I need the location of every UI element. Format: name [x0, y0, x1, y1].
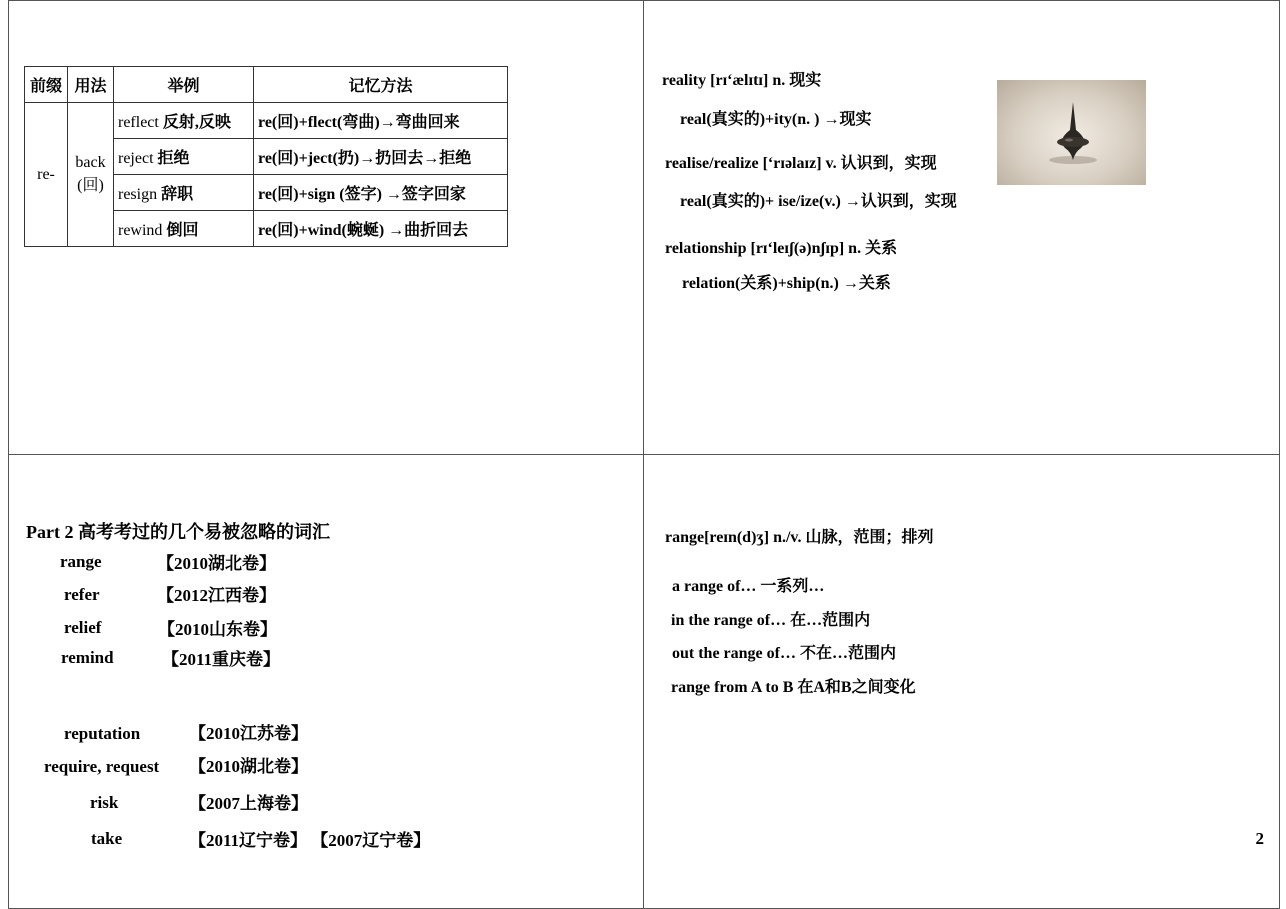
table-row: [25, 103, 508, 139]
example-meaning: 辞职: [157, 186, 194, 203]
word-relief: relief: [64, 618, 102, 637]
usage-line2: (回): [77, 177, 104, 194]
exam-require-request: 【2010湖北卷】: [189, 757, 308, 776]
word-range: range: [60, 552, 102, 571]
example-cell: [114, 175, 254, 211]
header-example: 举例: [114, 67, 254, 103]
phrase-item: in the range of… 在…范围内: [671, 612, 871, 629]
phrase-item: out the range of… 不在…范围内: [672, 645, 896, 662]
page-number: 2: [1255, 829, 1264, 848]
exam-take: 【2011辽宁卷】 【2007辽宁卷】: [189, 831, 431, 850]
slide-range-phrases: [643, 454, 1280, 909]
memory-cell: re(回)+sign (签字) →签字回家: [254, 175, 508, 211]
exam-remind: 【2011重庆卷】: [162, 650, 281, 669]
phrase-item: range from A to B 在A和B之间变化: [671, 679, 916, 696]
example-word: resign: [118, 186, 158, 203]
table-header-row: [25, 67, 508, 103]
exam-range: 【2010湖北卷】: [157, 554, 276, 573]
header-usage: 用法: [68, 67, 114, 103]
reality-entry: reality [rɪ‘ælɪtɪ] n. 现实: [662, 72, 822, 89]
reality-derivation: real(真实的)+ity(n. ) →现实: [680, 111, 872, 128]
example-meaning: 倒回: [162, 222, 199, 239]
usage-line1: back: [75, 154, 106, 171]
word-risk: risk: [90, 793, 119, 812]
slide-prefix-table: [8, 0, 644, 455]
example-cell: [114, 139, 254, 175]
usage-cell: [68, 103, 114, 247]
word-refer: refer: [64, 585, 100, 604]
range-heading: range[reɪn(d)ʒ] n./v. 山脉，范围；排列: [665, 529, 934, 546]
header-prefix: 前缀: [25, 67, 68, 103]
slide-title: Part 2 高考考过的几个易被忽略的词汇: [26, 522, 330, 542]
example-word: rewind: [118, 222, 163, 239]
example-word: reflect: [118, 114, 159, 131]
example-word: reject: [118, 150, 154, 167]
slide-word-derivations: [643, 0, 1280, 455]
prefix-cell: re-: [25, 103, 68, 247]
example-cell: [114, 211, 254, 247]
exam-reputation: 【2010江苏卷】: [189, 724, 308, 743]
example-meaning: 拒绝: [153, 150, 190, 167]
slide-exam-words: [8, 454, 644, 909]
exam-risk: 【2007上海卷】: [189, 794, 308, 813]
relationship-entry: relationship [rɪ‘leɪʃ(ə)nʃɪp] n. 关系: [665, 240, 898, 257]
word-require-request: require, request: [44, 757, 160, 776]
memory-cell: re(回)+ject(扔)→扔回去→拒绝: [254, 139, 508, 175]
word-remind: remind: [61, 648, 114, 667]
memory-cell: re(回)+wind(蜿蜒) →曲折回去: [254, 211, 508, 247]
spinning-top-icon: [997, 80, 1146, 185]
realize-derivation: real(真实的)+ ise/ize(v.) →认识到，实现: [680, 193, 957, 210]
realize-entry: realise/realize [‘rɪəlaɪz] v. 认识到，实现: [665, 155, 937, 172]
exam-relief: 【2010山东卷】: [158, 620, 277, 639]
word-reputation: reputation: [64, 724, 141, 743]
example-meaning: 反射,反映: [162, 114, 231, 131]
word-take: take: [91, 829, 123, 848]
phrase-item: a range of… 一系列…: [672, 578, 825, 595]
header-memory: 记忆方法: [254, 67, 508, 103]
relationship-derivation: relation(关系)+ship(n.) →关系: [682, 275, 891, 292]
prefix-table: [24, 66, 508, 247]
spinning-top-image: [997, 80, 1146, 185]
memory-cell: re(回)+flect(弯曲)→弯曲回来: [254, 103, 508, 139]
exam-refer: 【2012江西卷】: [157, 586, 276, 605]
example-cell: [114, 103, 254, 139]
